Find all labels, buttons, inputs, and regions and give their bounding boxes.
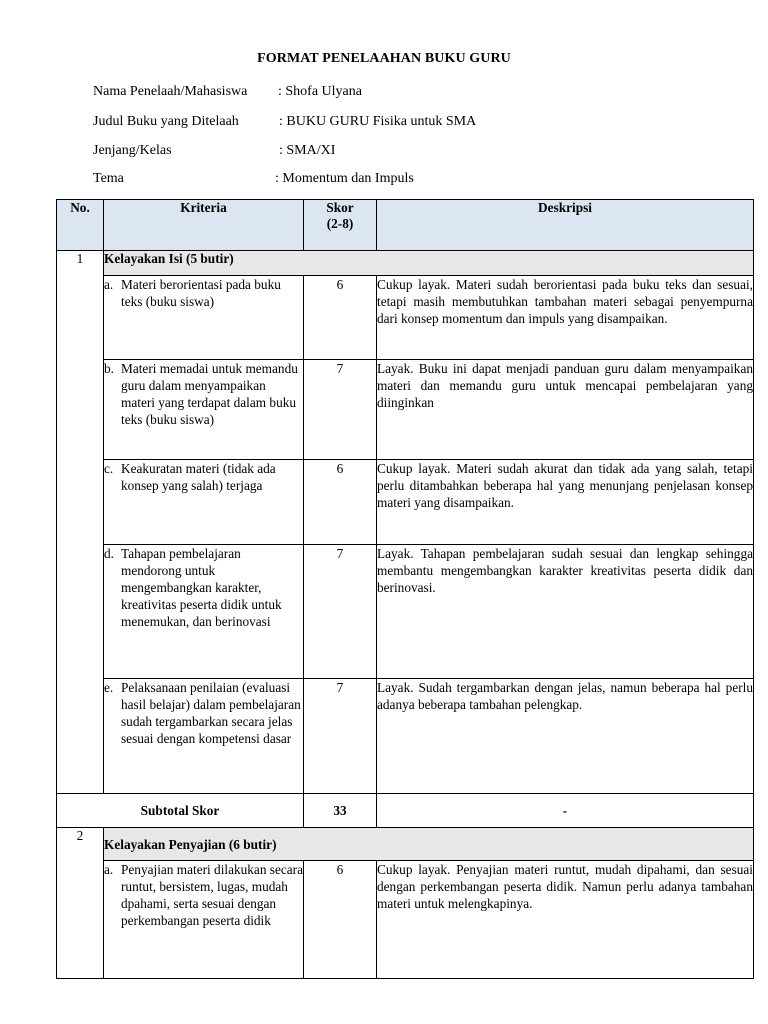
- header-kriteria: Kriteria: [104, 200, 304, 251]
- section-title: Kelayakan Penyajian (6 butir): [104, 828, 754, 861]
- table-row: [57, 545, 754, 679]
- item-letter: c.: [104, 461, 114, 476]
- section-number: 2: [57, 828, 104, 979]
- section-row: [57, 828, 754, 861]
- meta-label: Jenjang/Kelas: [93, 143, 172, 158]
- criteria-cell: [104, 360, 304, 460]
- table-row: [57, 276, 754, 360]
- table-row: [57, 679, 754, 794]
- header-skor-line2: (2-8): [326, 216, 354, 231]
- criteria-cell: [104, 545, 304, 679]
- score-cell: 7: [304, 360, 377, 460]
- item-letter: e.: [104, 680, 114, 695]
- review-table: [56, 199, 754, 979]
- item-letter: b.: [104, 361, 114, 376]
- meta-value: : BUKU GURU Fisika untuk SMA: [279, 114, 477, 129]
- meta-row-nama: [93, 84, 362, 100]
- criteria-cell: [104, 861, 304, 979]
- meta-label: Judul Buku yang Ditelaah: [93, 114, 239, 129]
- score-cell: 6: [304, 276, 377, 360]
- description-cell: Cukup layak. Penyajian materi runtut, mudah dipahami, dan sesuai dengan perkembangan peserta didik. Namun perlu adanya tambahan materi untuk melengkapinya.: [377, 861, 754, 979]
- header-deskripsi: Deskripsi: [377, 200, 754, 251]
- criteria-text: Penyajian materi dilakukan secara runtut, bersistem, lugas, mudah dpahami, serta sesuai dengan perkembangan peserta didik: [121, 862, 304, 928]
- criteria-cell: [104, 460, 304, 545]
- criteria-text: Tahapan pembelajaran mendorong untuk mengembangkan karakter, kreativitas peserta didik untuk menemukan, dan berinovasi: [121, 546, 282, 629]
- meta-row-judul: [93, 114, 477, 130]
- score-cell: 7: [304, 545, 377, 679]
- description-cell: Cukup layak. Materi sudah berorientasi pada buku teks dan sesuai, tetapi masih membutuhkan tambahan materi sebagai penyempurna dari konsep momentum dan impuls yang disampaikan.: [377, 276, 754, 360]
- meta-row-tema: [93, 171, 414, 187]
- subtotal-row: [57, 794, 754, 828]
- header-skor-line1: Skor: [326, 200, 354, 215]
- meta-value: : SMA/XI: [279, 143, 336, 158]
- table-row: [57, 460, 754, 545]
- subtotal-score: 33: [304, 794, 377, 828]
- criteria-cell: [104, 276, 304, 360]
- subtotal-description: -: [377, 794, 754, 828]
- meta-value: : Momentum dan Impuls: [275, 171, 414, 186]
- meta-row-jenjang: [93, 143, 336, 159]
- subtotal-label: Subtotal Skor: [57, 794, 304, 828]
- meta-label: Nama Penelaah/Mahasiswa: [93, 84, 248, 99]
- document-title: FORMAT PENELAAHAN BUKU GURU: [257, 51, 511, 66]
- section-row: [57, 251, 754, 276]
- table-row: [57, 360, 754, 460]
- table-row: [57, 861, 754, 979]
- description-cell: Layak. Sudah tergambarkan dengan jelas, namun beberapa hal perlu adanya beberapa tambahan pelengkap.: [377, 679, 754, 794]
- criteria-text: Keakuratan materi (tidak ada konsep yang salah) terjaga: [121, 461, 276, 493]
- criteria-cell: [104, 679, 304, 794]
- criteria-text: Materi memadai untuk memandu guru dalam menyampaikan materi yang terdapat dalam buku teks (buku siswa): [121, 361, 298, 427]
- score-cell: 6: [304, 460, 377, 545]
- table-header-row: [57, 200, 754, 251]
- meta-label: Tema: [93, 171, 124, 186]
- item-letter: d.: [104, 546, 114, 561]
- item-letter: a.: [104, 277, 114, 292]
- header-no: No.: [57, 200, 104, 251]
- header-skor: [304, 200, 377, 251]
- description-cell: Cukup layak. Materi sudah akurat dan tidak ada yang salah, tetapi perlu ditambahkan beberapa hal yang menunjang penjelasan konsep materi yang disampaikan.: [377, 460, 754, 545]
- item-letter: a.: [104, 862, 114, 877]
- meta-value: : Shofa Ulyana: [278, 84, 362, 99]
- criteria-text: Materi berorientasi pada buku teks (buku siswa): [121, 277, 281, 309]
- description-cell: Layak. Tahapan pembelajaran sudah sesuai dan lengkap sehingga membantu mengembangkan karakter kreativitas peserta didik dan berinovasi.: [377, 545, 754, 679]
- score-cell: 6: [304, 861, 377, 979]
- section-number: 1: [57, 251, 104, 794]
- score-cell: 7: [304, 679, 377, 794]
- section-title: Kelayakan Isi (5 butir): [104, 251, 754, 276]
- description-cell: Layak. Buku ini dapat menjadi panduan guru dalam menyampaikan materi dan memandu guru untuk mencapai pembelajaran yang diinginkan: [377, 360, 754, 460]
- criteria-text: Pelaksanaan penilaian (evaluasi hasil belajar) dalam pembelajaran sudah tergambarkan secara jelas sesuai dengan kompetensi dasar: [121, 680, 301, 746]
